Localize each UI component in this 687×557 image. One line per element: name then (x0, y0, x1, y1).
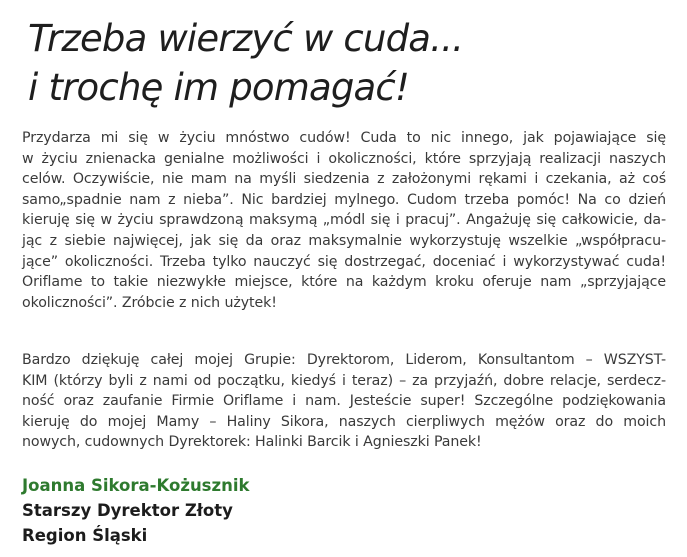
text-line: Przydarza mi się w życiu mnóstwo cudów! Cuda to nic innego, jak pojawiające się (22, 130, 666, 146)
signature-region: Region Śląski (22, 526, 148, 545)
text-line: celów. Oczywiście, nie mam na myśli siedzenia z założonymi rękami i czekania, aż coś (22, 171, 666, 188)
text-line: KIM (którzy byli z nami od początku, kiedyś i teraz) – za przyjaźń, dobre relacje, serdecz- (22, 372, 666, 389)
text-line: okoliczności”. Zróbcie z nich użytek! (22, 294, 277, 311)
text-line: Bardzo dziękuję całej mojej Grupie: Dyrektorom, Liderom, Konsultantom – WSZYST- (22, 352, 666, 368)
text-line: w życiu znienacka genialne możliwości i okoliczności, które sprzyjają realizacji naszych (22, 150, 666, 167)
text-line: samo„spadnie nam z nieba”. Nic bardziej mylnego. Cudom trzeba pomóc! Na co dzień (22, 191, 666, 208)
signature-title: Starszy Dyrektor Złoty (22, 501, 233, 520)
paragraph-2 (22, 350, 666, 453)
headline-line-2: i trochę im pomagać! (28, 66, 409, 109)
text-line: jące” okoliczności. Trzeba tylko nauczyć się dostrzegać, doceniać i wykorzystywać cuda! (22, 253, 666, 270)
text-line: jąc z siebie najwięcej, jak się da oraz maksymalnie wykorzystuję wszelkie „współpracu- (22, 232, 666, 249)
text-line: kieruję się w życiu sprawdzoną maksymą „módl się i pracuj”. Angażuję się całkowicie, da- (22, 212, 666, 229)
text-line: ność oraz zaufanie Firmie Oriflame i nam. Jesteście super! Szczególne podziękowania (22, 393, 666, 410)
text-line: Oriflame to takie niezwykłe miejsce, które na każdym kroku oferuje nam „sprzyjające (22, 274, 666, 291)
text-line: kieruję do mojej Mamy – Haliny Sikora, naszych cierpliwych mężów oraz do moich (22, 413, 666, 430)
signature-block (22, 473, 250, 548)
text-line: nowych, cudownych Dyrektorek: Halinki Barcik i Agnieszki Panek! (22, 434, 482, 451)
headline (28, 14, 463, 112)
headline-line-1: Trzeba wierzyć w cuda... (28, 17, 464, 60)
signature-name: Joanna Sikora-Kożusznik (22, 476, 250, 495)
paragraph-1 (22, 128, 666, 313)
